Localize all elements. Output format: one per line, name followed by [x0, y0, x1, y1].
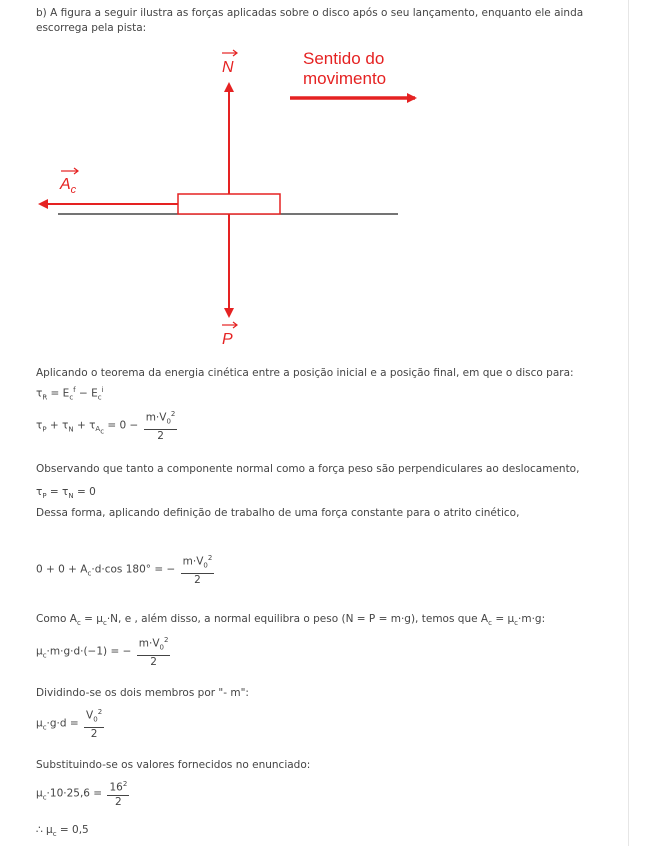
disc — [178, 194, 280, 214]
text-observe: Observando que tanto a componente normal como a força peso são perpendiculares ao deslocamento, — [36, 463, 580, 475]
weight-label: P — [222, 331, 233, 348]
text-como: Como $A_c = \mu_c\cdot N$, e , além disso, a normal equilibra o peso (N = P = m·g), temos que $A_c = \mu_c\cdot m\cdot g$: — [36, 613, 546, 628]
equation-6: $\mu_c\cdot g\cdot d$ = $\frac{V_0^2}{2}$ — [36, 708, 103, 740]
equation-7: $\mu_c\cdot 10\cdot 25,6$ = $\frac{16^2}{2}$ — [36, 780, 128, 808]
equation-3: $\tau_P = \tau_N = 0$ — [36, 486, 96, 501]
text-apply-theorem: Aplicando o teorema da energia cinética entre a posição inicial e a posição final, em que o disco para: — [36, 367, 574, 379]
equation-2: $\tau_P + \tau_N + \tau_{A_c} = 0$ − $\frac{m\cdot V_0^2}{2}$ — [36, 410, 176, 442]
movement-label-line2: movimento — [303, 69, 387, 88]
text-work-definition: Dessa forma, aplicando definição de trabalho de uma força constante para o atrito cinético, — [36, 507, 520, 519]
text-substituting: Substituindo-se os valores fornecidos no enunciado: — [36, 759, 311, 771]
text-dividing: Dividindo-se os dois membros por "- m": — [36, 687, 249, 699]
equation-5: $\mu_c\cdot m\cdot g\cdot d\cdot(-1)$ = − $\frac{m\cdot V_0^2}{2}$ — [36, 636, 169, 668]
friction-label: $A_c$ — [60, 176, 77, 196]
force-diagram — [0, 0, 649, 350]
normal-label: N — [222, 59, 234, 76]
intro-text: b) A figura a seguir ilustra as forças aplicadas sobre o disco após o seu lançamento, enquanto ele ainda escorrega pela pista: — [36, 7, 584, 34]
equation-8: ∴ $\mu_c = 0,5$ — [36, 824, 89, 839]
equation-4: $0 + 0 + A_c\cdot d\cdot\cos$ 180° = − $\frac{m\cdot V_0^2}{2}$ — [36, 554, 213, 586]
movement-label-line1: Sentido do — [303, 49, 385, 68]
equation-1: $\tau_R = E_c^f - E_c^i$ — [36, 386, 104, 402]
